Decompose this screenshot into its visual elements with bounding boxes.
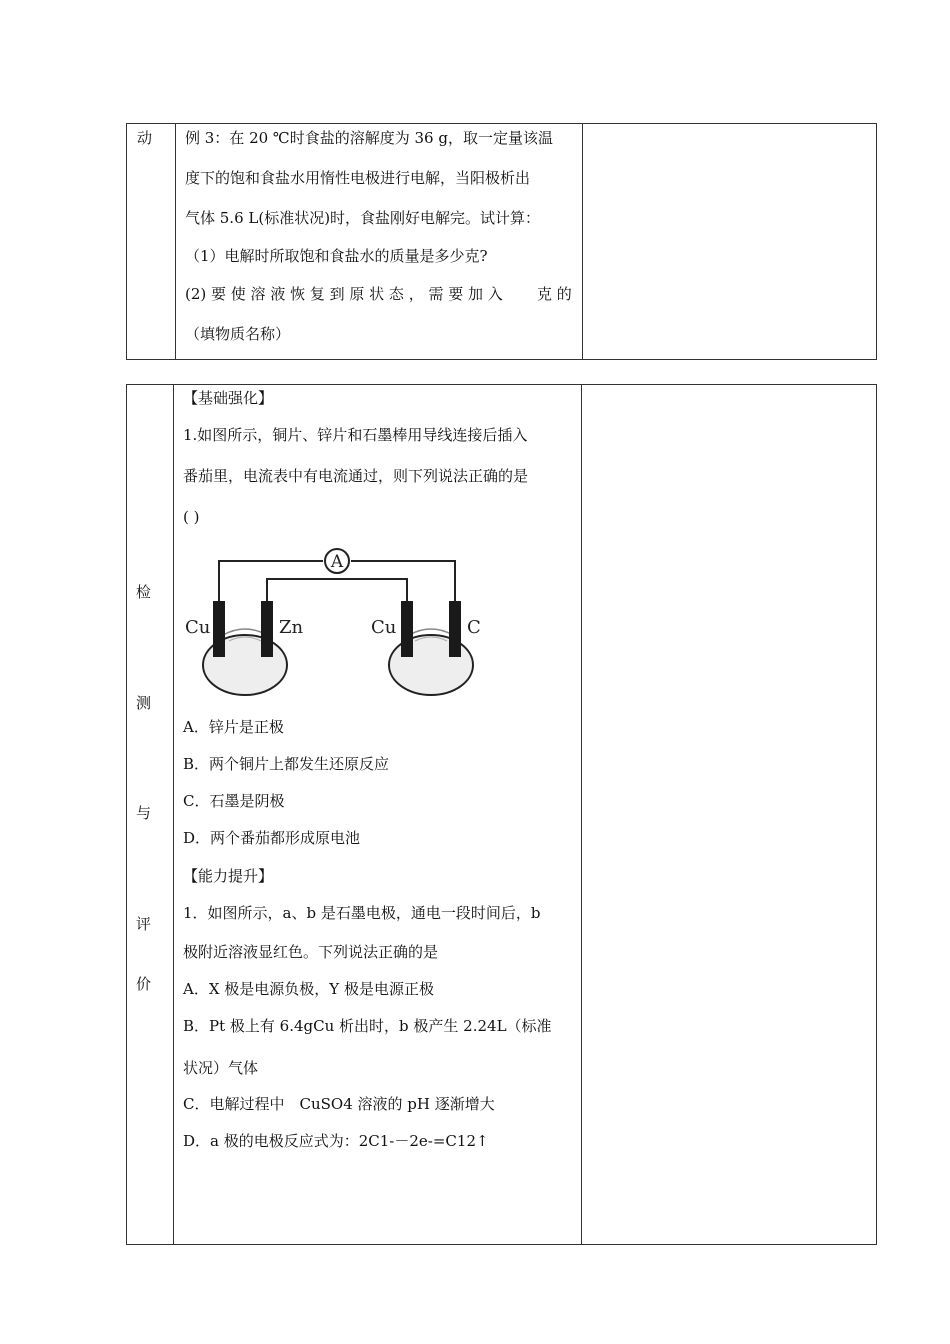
tomato-cell-figure <box>183 545 503 705</box>
electrode-cu-right <box>401 601 413 657</box>
electrode-c <box>449 601 461 657</box>
advanced-option-d: D．a 极的电极反应式为：2C1-－2e-=C12↑ <box>183 1132 489 1150</box>
side-label-4: 评 <box>136 915 152 933</box>
side-label-3: 与 <box>136 804 152 822</box>
ammeter-icon <box>325 549 349 573</box>
column-divider-left <box>175 124 176 359</box>
example-table <box>126 123 877 360</box>
side-label-1: 检 <box>136 583 152 601</box>
advanced-option-c: C．电解过程中 CuSO4 溶液的 pH 逐渐增大 <box>183 1095 495 1113</box>
example-line-2: 度下的饱和食盐水用惰性电极进行电解，当阳极析出 <box>185 169 531 187</box>
advanced-question-line-1: 1．如图所示，a、b 是石墨电极，通电一段时间后，b <box>183 904 541 922</box>
basic-question-line-2: 番茄里，电流表中有电流通过，则下列说法正确的是 <box>183 467 529 485</box>
column-divider-left <box>173 385 174 1244</box>
example-line-1: 例 3：在 20 ℃时食盐的溶解度为 36 g，取一定量该温 <box>185 129 553 147</box>
label-cu-left: Cu <box>185 617 211 638</box>
question-2-start: (2) 要 使 溶 液 恢 复 到 原 状 态 ， 需 要 加 入 <box>185 285 503 303</box>
assessment-table <box>126 384 877 1245</box>
side-label-5: 价 <box>136 975 152 993</box>
label-cu-right: Cu <box>371 617 397 638</box>
column-divider-right <box>581 385 582 1244</box>
question-2-end: 克 的 <box>537 285 572 303</box>
basic-question-line-1: 1.如图所示，铜片、锌片和石墨棒用导线连接后插入 <box>183 426 528 444</box>
advanced-question-line-2: 极附近溶液显红色。下列说法正确的是 <box>183 943 439 961</box>
advanced-heading: 【能力提升】 <box>183 867 274 885</box>
example-line-3: 气体 5.6 L(标准状况)时，食盐刚好电解完。试计算： <box>185 209 541 227</box>
electrode-zn <box>261 601 273 657</box>
advanced-option-b-line-2: 状况）气体 <box>183 1059 259 1077</box>
label-c: C <box>467 617 481 638</box>
basic-option-c: C．石墨是阴极 <box>183 792 285 810</box>
advanced-option-a: A．X 极是电源负极，Y 极是电源正极 <box>183 980 434 998</box>
electrode-cu-left <box>213 601 225 657</box>
column-divider-right <box>582 124 583 359</box>
side-label: 动 <box>137 129 153 147</box>
basic-heading: 【基础强化】 <box>183 389 274 407</box>
basic-option-b: B．两个铜片上都发生还原反应 <box>183 755 390 773</box>
basic-option-d: D．两个番茄都形成原电池 <box>183 829 361 847</box>
label-zn: Zn <box>279 617 304 638</box>
side-label-2: 测 <box>136 694 152 712</box>
question-2-note: （填物质名称） <box>185 325 291 343</box>
basic-option-a: A．锌片是正极 <box>183 718 284 736</box>
question-1: （1）电解时所取饱和食盐水的质量是多少克? <box>185 247 488 265</box>
svg-text:A: A <box>330 552 344 572</box>
basic-question-line-3: ( ) <box>183 508 200 526</box>
advanced-option-b-line-1: B．Pt 极上有 6.4gCu 析出时，b 极产生 2.24L（标准 <box>183 1017 552 1035</box>
